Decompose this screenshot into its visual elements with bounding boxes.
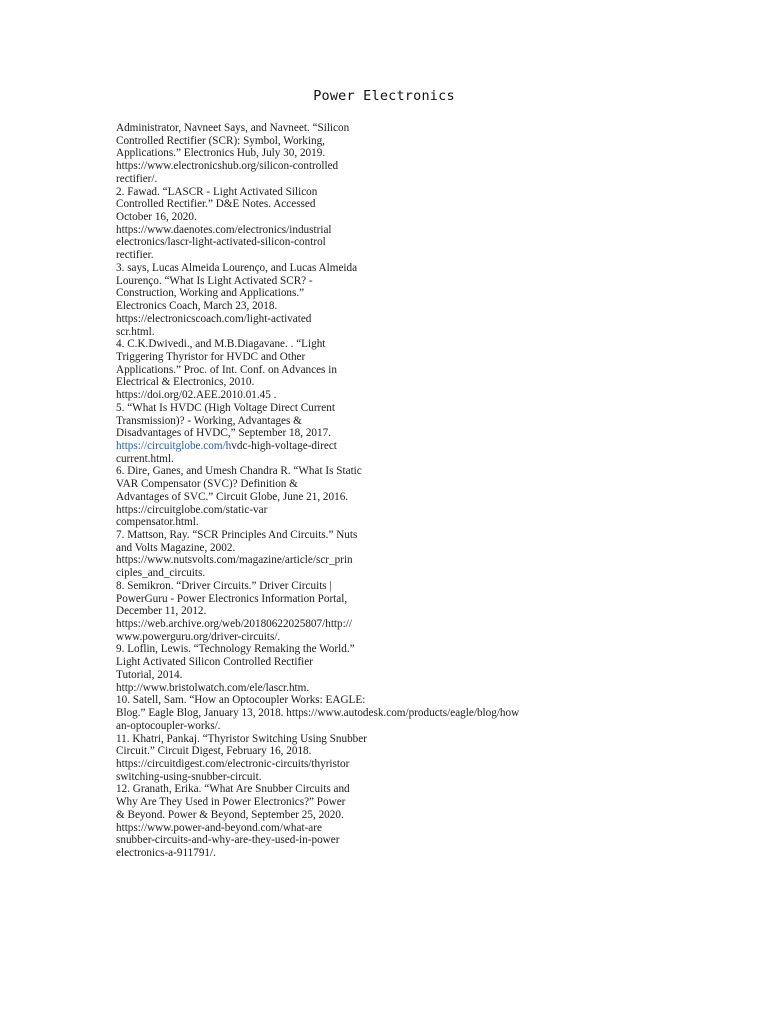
reference-line [116,580,556,593]
reference-text: www.powerguru.org/driver-circuits/. [116,630,281,643]
reference-text: Lourenço. “What Is Light Activated SCR? - [116,274,313,287]
reference-line [116,160,556,173]
reference-text: Light Activated Silicon Controlled Rectifier [116,656,313,669]
reference-text: http://www.bristolwatch.com/ele/lascr.htm. [116,681,310,694]
reference-text: snubber-circuits-and-why-are-they-used-in-power [116,834,340,847]
reference-text: Construction, Working and Applications.” [116,287,305,300]
reference-line [116,313,556,326]
reference-text: 2. Fawad. “LASCR - Light Activated Silicon [116,185,318,198]
reference-line [116,567,556,580]
reference-text: Applications.” Proc. of Int. Conf. on Advances in [116,363,337,376]
reference-text: https://www.nutsvolts.com/magazine/article/scr_prin [116,554,353,567]
reference-line [116,173,556,186]
reference-line [116,275,556,288]
reference-text: https://circuitdigest.com/electronic-circuits/thyristor [116,757,350,770]
reference-text: Transmission)? - Working, Advantages & [116,414,302,427]
reference-text: Tutorial, 2014. [116,668,183,681]
reference-line [116,427,556,440]
reference-line [116,491,556,504]
reference-line [116,440,556,453]
reference-line [116,338,556,351]
reference-text: https://web.archive.org/web/20180622025807/http:// [116,618,352,631]
reference-text: https://doi.org/02.AEE.2010.01.45 . [116,389,277,402]
reference-line [116,186,556,199]
reference-line [116,504,556,517]
reference-text: and Volts Magazine, 2002. [116,541,236,554]
reference-text: Administrator, Navneet Says, and Navneet. “Silicon [116,122,350,134]
reference-line [116,516,556,529]
page-title: Power Electronics [313,88,455,104]
reference-line [116,783,556,796]
reference-line [116,669,556,682]
reference-link[interactable]: https://circuitglobe.com/h [116,439,232,452]
reference-line [116,682,556,695]
reference-text: compensator.html. [116,516,199,529]
reference-line [116,453,556,466]
reference-text: 9. Loflin, Lewis. “Technology Remaking the World.” [116,643,355,656]
reference-line [116,631,556,644]
reference-text: Blog.” Eagle Blog, January 13, 2018. https://www.autodesk.com/products/eagle/blog/how [116,707,520,720]
reference-text: electronics/lascr-light-activated-silicon-control [116,236,326,249]
reference-text: Disadvantages of HVDC,” September 18, 2017. [116,427,332,440]
reference-text: 3. says, Lucas Almeida Lourenço, and Lucas Almeida [116,261,358,274]
reference-text: VAR Compensator (SVC)? Definition & [116,478,298,491]
reference-text: Electrical & Electronics, 2010. [116,376,255,389]
reference-text: https://circuitglobe.com/static-var [116,503,268,516]
reference-text: scr.html. [116,325,155,338]
reference-text: Triggering Thyristor for HVDC and Other [116,350,306,363]
reference-line [116,122,556,135]
reference-line [116,300,556,313]
reference-text: Electronics Coach, March 23, 2018. [116,300,278,313]
reference-line [116,720,556,733]
reference-text: 4. C.K.Dwivedi., and M.B.Diagavane. . “Light [116,338,326,351]
reference-text: 12. Granath, Erika. “What Are Snubber Circuits and [116,783,350,796]
reference-text: electronics-a-911791/. [116,846,216,859]
reference-line [116,236,556,249]
reference-line [116,465,556,478]
reference-line [116,402,556,415]
reference-line [116,262,556,275]
reference-line [116,656,556,669]
reference-line [116,364,556,377]
reference-line [116,287,556,300]
reference-text: December 11, 2012. [116,605,207,618]
reference-line [116,694,556,707]
reference-text: 8. Semikron. “Driver Circuits.” Driver Circuits | [116,579,332,592]
reference-text: 6. Dire, Ganes, and Umesh Chandra R. “What Is Static [116,465,362,478]
reference-line [116,822,556,835]
reference-line [116,847,556,860]
reference-line [116,249,556,262]
reference-text: 5. “What Is HVDC (High Voltage Direct Current [116,401,335,414]
reference-line [116,542,556,555]
reference-text: rectifier. [116,249,154,262]
reference-line [116,478,556,491]
reference-text: current.html. [116,452,174,465]
reference-text: PowerGuru - Power Electronics Information Portal, [116,592,348,605]
reference-line [116,593,556,606]
reference-text: 10. Satell, Sam. “How an Optocoupler Works: EAGLE: [116,694,366,707]
reference-line [116,796,556,809]
reference-line [116,707,556,720]
reference-text: Why Are They Used in Power Electronics?” Power [116,796,346,809]
reference-text: switching-using-snubber-circuit. [116,770,262,783]
reference-line [116,758,556,771]
reference-text: Applications.” Electronics Hub, July 30, 2019. [116,147,326,160]
reference-text: 7. Mattson, Ray. “SCR Principles And Circuits.” Nuts [116,529,358,541]
reference-text: https://www.electronicshub.org/silicon-controlled [116,160,339,173]
reference-text: vdc-high-voltage-direct [231,439,337,452]
reference-line [116,351,556,364]
reference-line [116,745,556,758]
reference-line [116,733,556,746]
reference-text: Circuit.” Circuit Digest, February 16, 2018. [116,745,312,758]
reference-text: Controlled Rectifier (SCR): Symbol, Working, [116,134,325,147]
reference-line [116,376,556,389]
reference-text: Advantages of SVC.” Circuit Globe, June 21, 2016. [116,490,349,503]
reference-line [116,643,556,656]
reference-text: an-optocoupler-works/. [116,719,221,732]
reference-line [116,415,556,428]
reference-text: 11. Khatri, Pankaj. “Thyristor Switching Using Snubber [116,732,367,745]
reference-line [116,809,556,822]
reference-text: & Beyond. Power & Beyond, September 25, 2020. [116,808,344,821]
reference-line [116,326,556,339]
reference-line [116,834,556,847]
reference-text: ciples_and_circuits. [116,567,206,580]
reference-text: https://www.daenotes.com/electronics/industrial [116,223,332,236]
reference-text: https://electronicscoach.com/light-activated [116,312,312,325]
reference-line [116,211,556,224]
reference-text: Controlled Rectifier.” D&E Notes. Accessed [116,198,316,211]
reference-text: rectifier/. [116,172,158,185]
reference-line [116,224,556,237]
reference-line [116,529,556,542]
reference-line [116,135,556,148]
reference-line [116,618,556,631]
reference-line [116,389,556,402]
reference-line [116,771,556,784]
reference-line [116,198,556,211]
references-list [116,122,556,860]
reference-line [116,605,556,618]
reference-line [116,554,556,567]
reference-text: October 16, 2020. [116,211,197,224]
reference-line [116,147,556,160]
reference-text: https://www.power-and-beyond.com/what-are [116,821,322,834]
